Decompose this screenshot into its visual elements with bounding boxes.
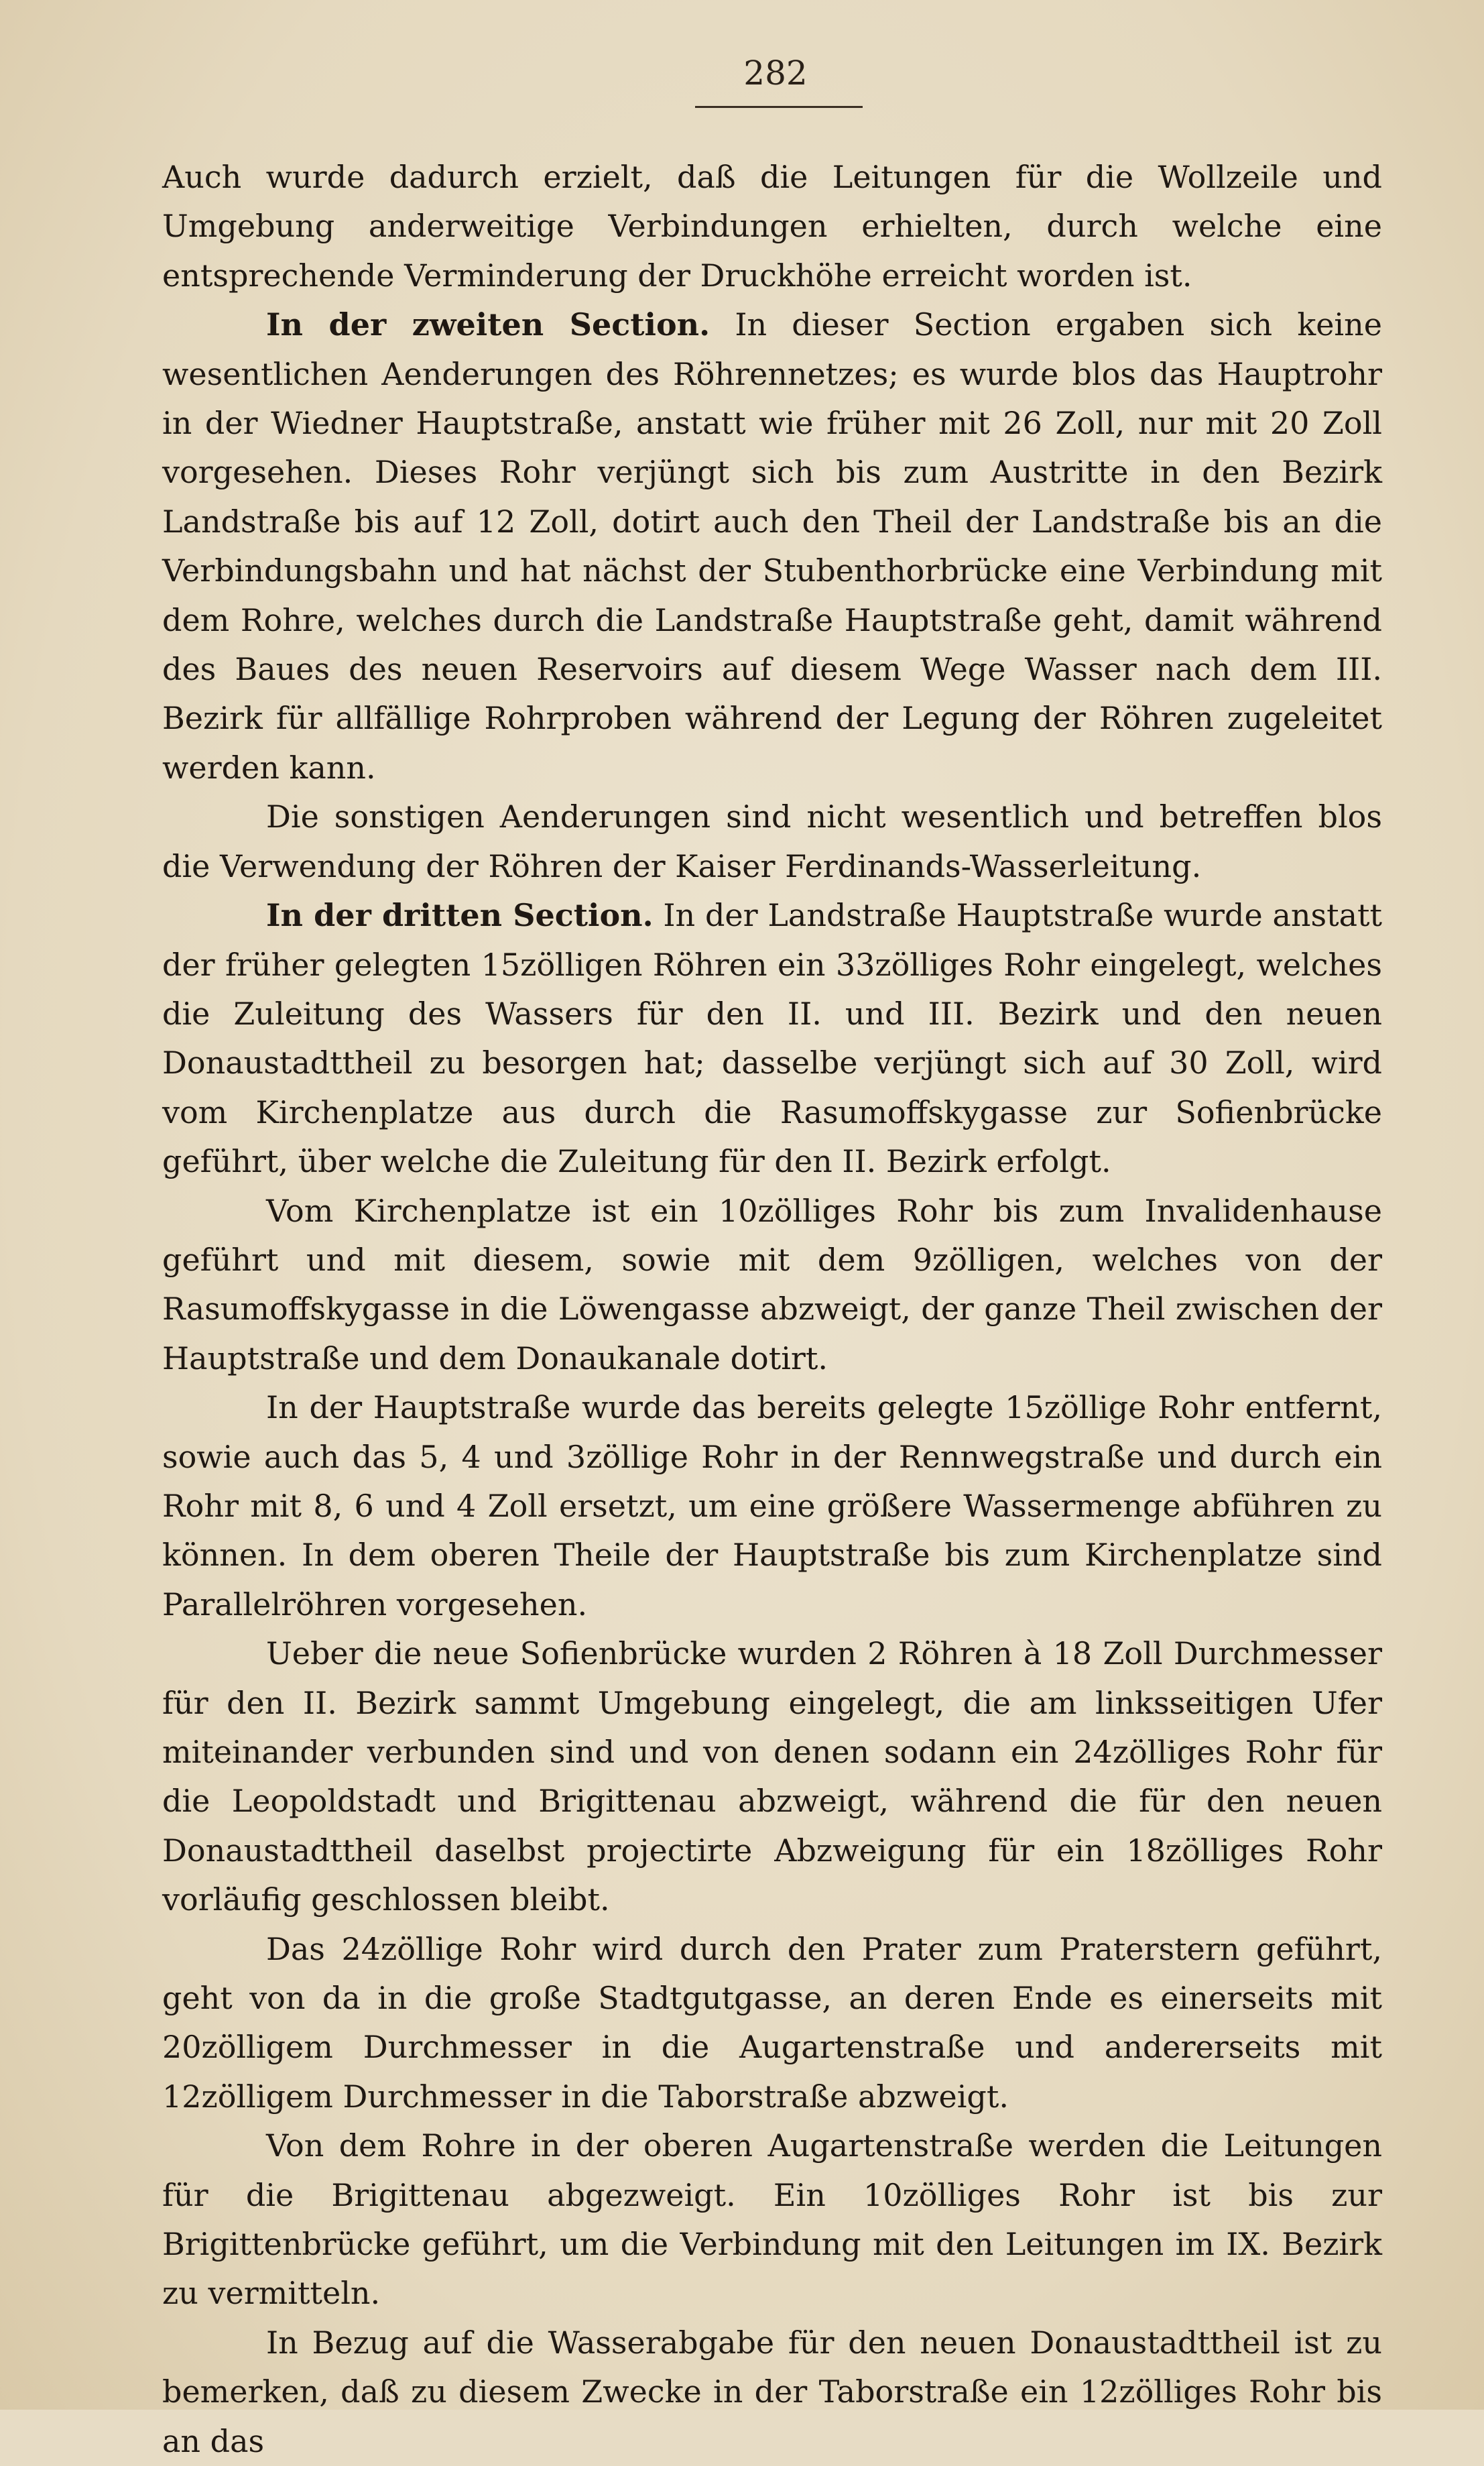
paragraph-text: In der Hauptstraße wurde das bereits gelegte 15zöllige Rohr entfernt, sowie auch das 5, 4 und 3zöllige Rohr in der Rennwegstraße und durch ein Rohr mit 8, 6 und 4 Zoll ersetzt, um eine größere Wassermenge abführen zu können. In dem oberen Theile der Hauptstraße bis zum Kirchenplatze sind Parallelröhren vorgesehen.: [162, 1389, 1382, 1623]
section-heading: In der dritten Section.: [266, 897, 654, 934]
body-text: [162, 153, 1382, 2466]
paragraph: [162, 1925, 1382, 2122]
paragraph-text: In der Landstraße Hauptstraße wurde anstatt der früher gelegten 15zölligen Röhren ein 33zölliges Rohr eingelegt, welches die Zuleitung des Wassers für den II. und III. Bezirk und den neuen Donaustadttheil zu besorgen hat; dasselbe verjüngt sich auf 30 Zoll, wird vom Kirchenplatze aus durch die Rasumoffskygasse zur Sofienbrücke geführt, über welche die Zuleitung für den II. Bezirk erfolgt.: [162, 897, 1382, 1180]
paragraph: [162, 891, 1382, 1186]
paragraph: [162, 2318, 1382, 2466]
page-number-rule: [695, 106, 863, 108]
paragraph: [162, 1629, 1382, 1924]
section-heading: In der zweiten Section.: [266, 306, 710, 343]
paragraph: [162, 1383, 1382, 1629]
paragraph-text: Von dem Rohre in der oberen Augartenstraße werden die Leitungen für die Brigittenau abgezweigt. Ein 10zölliges Rohr ist bis zur Brigittenbrücke geführt, um die Verbindung mit den Leitungen im IX. Bezirk zu vermitteln.: [162, 2127, 1382, 2312]
page-number: 282: [743, 54, 808, 93]
paragraph: [162, 1187, 1382, 1384]
paragraph: [162, 2121, 1382, 2318]
paragraph-text: Vom Kirchenplatze ist ein 10zölliges Rohr bis zum Invalidenhause geführt und mit diesem, sowie mit dem 9zölligen, welches von der Rasumoffskygasse in die Löwengasse abzweigt, der ganze Theil zwischen der Hauptstraße und dem Donaukanale dotirt.: [162, 1192, 1382, 1376]
paragraph-text: Die sonstigen Aenderungen sind nicht wesentlich und betreffen blos die Verwendung der Röhren der Kaiser Ferdinands-Wasserleitung.: [162, 799, 1382, 884]
paragraph-text: In dieser Section ergaben sich keine wesentlichen Aenderungen des Röhrennetzes; es wurde blos das Hauptrohr in der Wiedner Hauptstraße, anstatt wie früher mit 26 Zoll, nur mit 20 Zoll vorgesehen. Dieses Rohr verjüngt sich bis zum Austritte in den Bezirk Landstraße bis auf 12 Zoll, dotirt auch den Theil der Landstraße bis an die Verbindungsbahn und hat nächst der Stubenthorbrücke eine Verbindung mit dem Rohre, welches durch die Landstraße Hauptstraße geht, damit während des Baues des neuen Reservoirs auf diesem Wege Wasser nach dem III. Bezirk für allfällige Rohrproben während der Legung der Röhren zugeleitet werden kann.: [162, 306, 1382, 786]
paragraph-text: Auch wurde dadurch erzielt, daß die Leitungen für die Wollzeile und Umgebung anderweitige Verbindungen erhielten, durch welche eine entsprechende Verminderung der Druckhöhe erreicht worden ist.: [162, 159, 1382, 294]
paragraph: [162, 300, 1382, 792]
paragraph-text: In Bezug auf die Wasserabgabe für den neuen Donaustadttheil ist zu bemerken, daß zu diesem Zwecke in der Taborstraße ein 12zölliges Rohr bis an das: [162, 2324, 1382, 2459]
paragraph-text: Ueber die neue Sofienbrücke wurden 2 Röhren à 18 Zoll Durchmesser für den II. Bezirk sammt Umgebung eingelegt, die am linksseitigen Ufer miteinander verbunden sind und von denen sodann ein 24zölliges Rohr für die Leopoldstadt und Brigittenau abzweigt, während die für den neuen Donaustadttheil daselbst projectirte Abzweigung für ein 18zölliges Rohr vorläufig geschlossen bleibt.: [162, 1635, 1382, 1918]
paragraph: [162, 792, 1382, 891]
paragraph: [162, 153, 1382, 300]
paragraph-text: Das 24zöllige Rohr wird durch den Prater zum Praterstern geführt, geht von da in die große Stadtgutgasse, an deren Ende es einerseits mit 20zölligem Durchmesser in die Augartenstraße und andererseits mit 12zölligem Durchmesser in die Taborstraße abzweigt.: [162, 1930, 1382, 2115]
